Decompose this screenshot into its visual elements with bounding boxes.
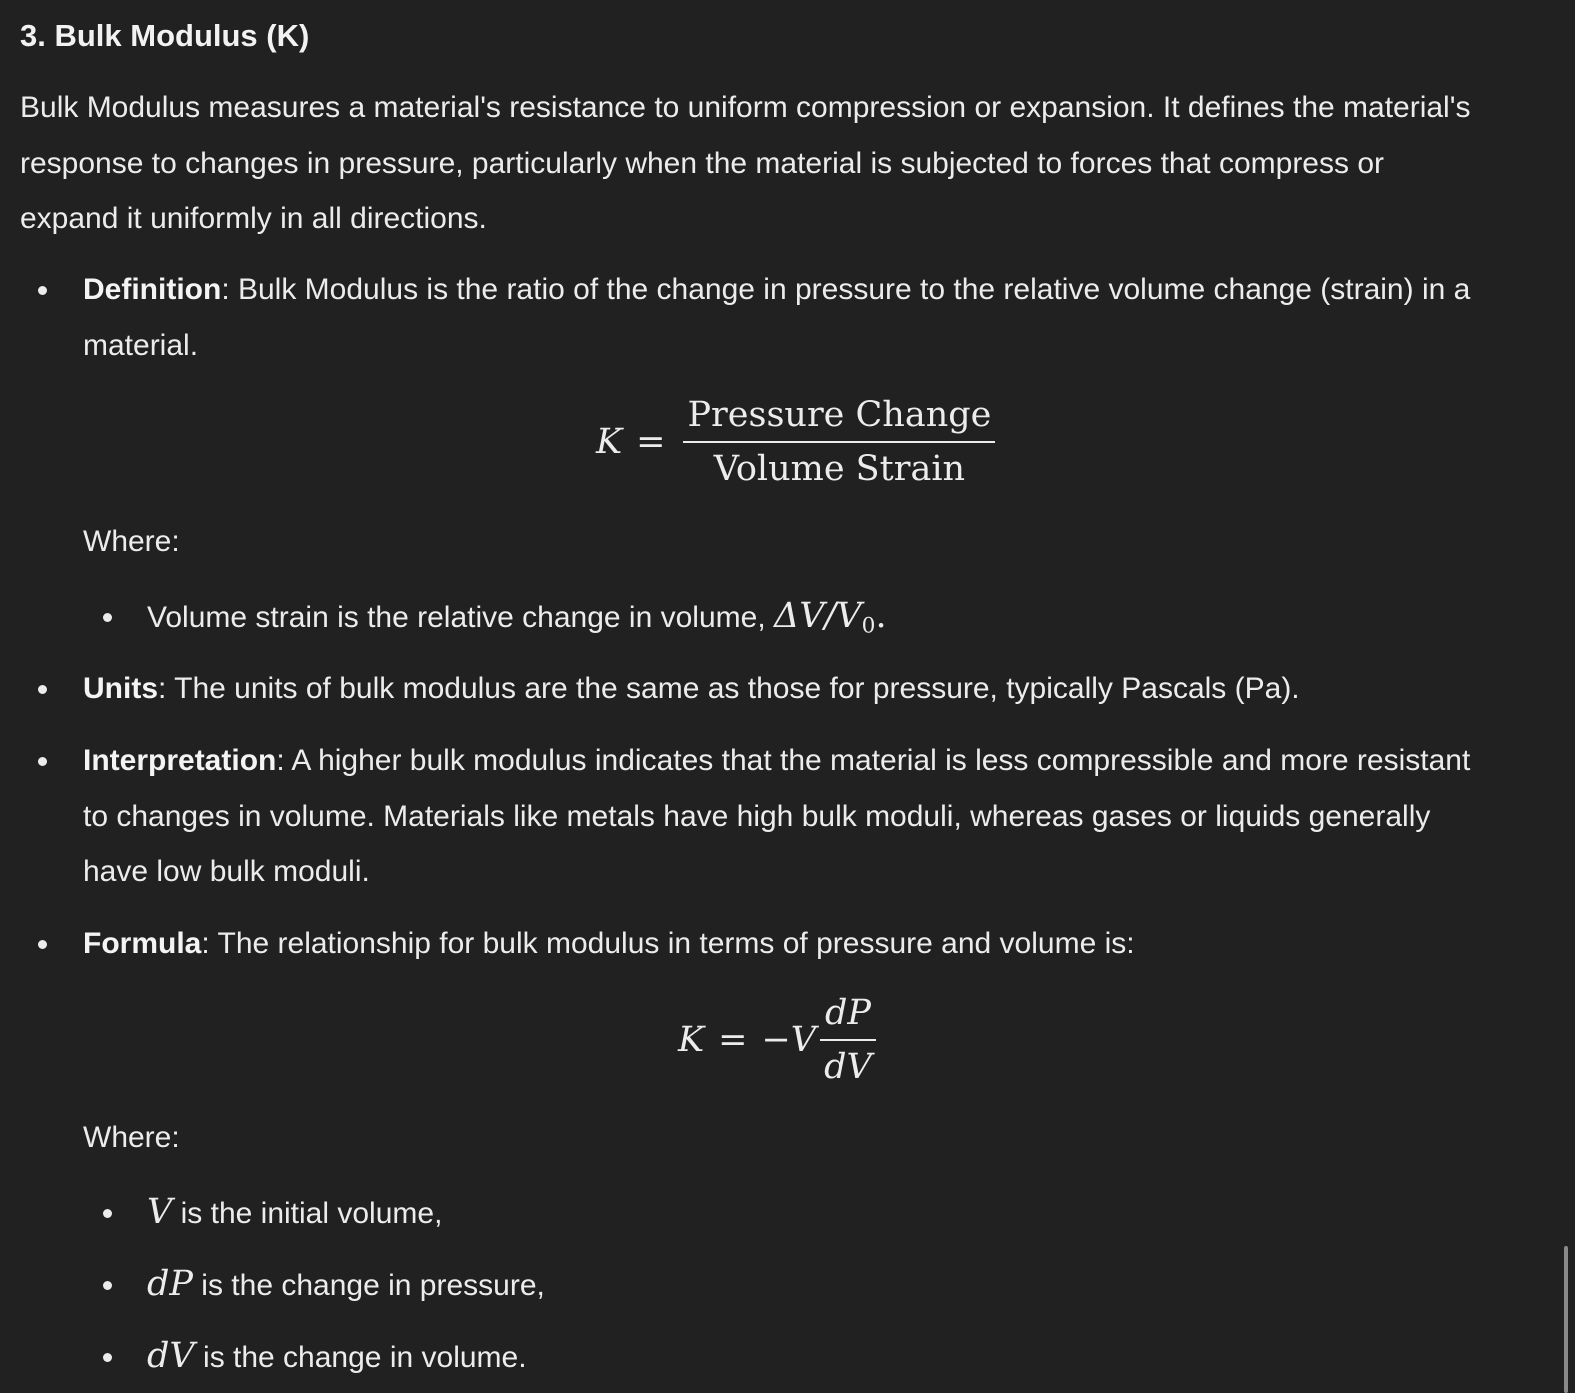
definition-where-label: Where: (83, 525, 180, 558)
interpretation-item (83, 733, 1483, 900)
formula-where-item: V is the initial volume, (147, 1192, 443, 1232)
eq2-denominator: dV (824, 1046, 872, 1087)
eq2-numerator: dP (824, 993, 871, 1033)
eq2-coefficient: −V (761, 1019, 817, 1060)
units-text: : The units of bulk modulus are the same as those for pressure, typically Pascals (Pa). (158, 672, 1300, 705)
definition-where-item: Volume strain is the relative change in volume, $\Delta V/V_0$. (147, 596, 887, 639)
definition-label: Definition (83, 273, 222, 306)
bullet-interpretation (38, 757, 47, 766)
interpretation-text: : A higher bulk modulus indicates that the material is less compressible and more resistant to changes in volume. Materials like metals have high bulk moduli, whereas gases or liquids generally have low bulk moduli. (83, 744, 1471, 888)
sub-bullet (103, 613, 112, 622)
eq2-lhs: K (678, 1019, 705, 1060)
formula-where-item: dV is the change in volume. (147, 1336, 527, 1376)
formula-item (83, 916, 1493, 972)
formula-where-item: dP is the change in pressure, (147, 1264, 545, 1304)
definition-equation (596, 395, 999, 489)
vertical-scrollbar[interactable] (1564, 1246, 1568, 1393)
eq1-fraction (683, 395, 995, 489)
sub-bullet (103, 1353, 112, 1362)
definition-text: : Bulk Modulus is the ratio of the change in pressure to the relative volume change (strain) in a material. (83, 273, 1471, 362)
volume-strain-math: $\Delta V/V_0$. (774, 596, 887, 639)
sub-bullet (103, 1209, 112, 1218)
section-title: 3. Bulk Modulus (K) (20, 18, 310, 53)
units-item (83, 661, 1493, 717)
eq1-lhs: K (596, 421, 623, 462)
formula-text: : The relationship for bulk modulus in terms of pressure and volume is: (201, 927, 1135, 960)
definition-item (83, 262, 1493, 373)
eq1-numerator: Pressure Change (687, 395, 992, 435)
bullet-units (38, 685, 47, 694)
eq2-equals: = (718, 1019, 748, 1060)
intro-paragraph: Bulk Modulus measures a material's resistance to uniform compression or expansion. It defines the material's response to changes in pressure, particularly when the material is subjected to forces that compress or expand it uniformly in all directions. (20, 91, 1471, 235)
formula-where-label: Where: (83, 1121, 180, 1154)
eq1-denominator: Volume Strain (713, 448, 966, 489)
eq1-equals: = (636, 421, 666, 462)
units-label: Units (83, 672, 158, 705)
eq2-fraction (820, 993, 876, 1087)
sub-bullet (103, 1281, 112, 1290)
bullet-definition (38, 286, 47, 295)
interpretation-label: Interpretation (83, 744, 277, 777)
formula-label: Formula (83, 927, 202, 960)
bullet-formula (38, 940, 47, 949)
formula-equation (678, 993, 880, 1087)
